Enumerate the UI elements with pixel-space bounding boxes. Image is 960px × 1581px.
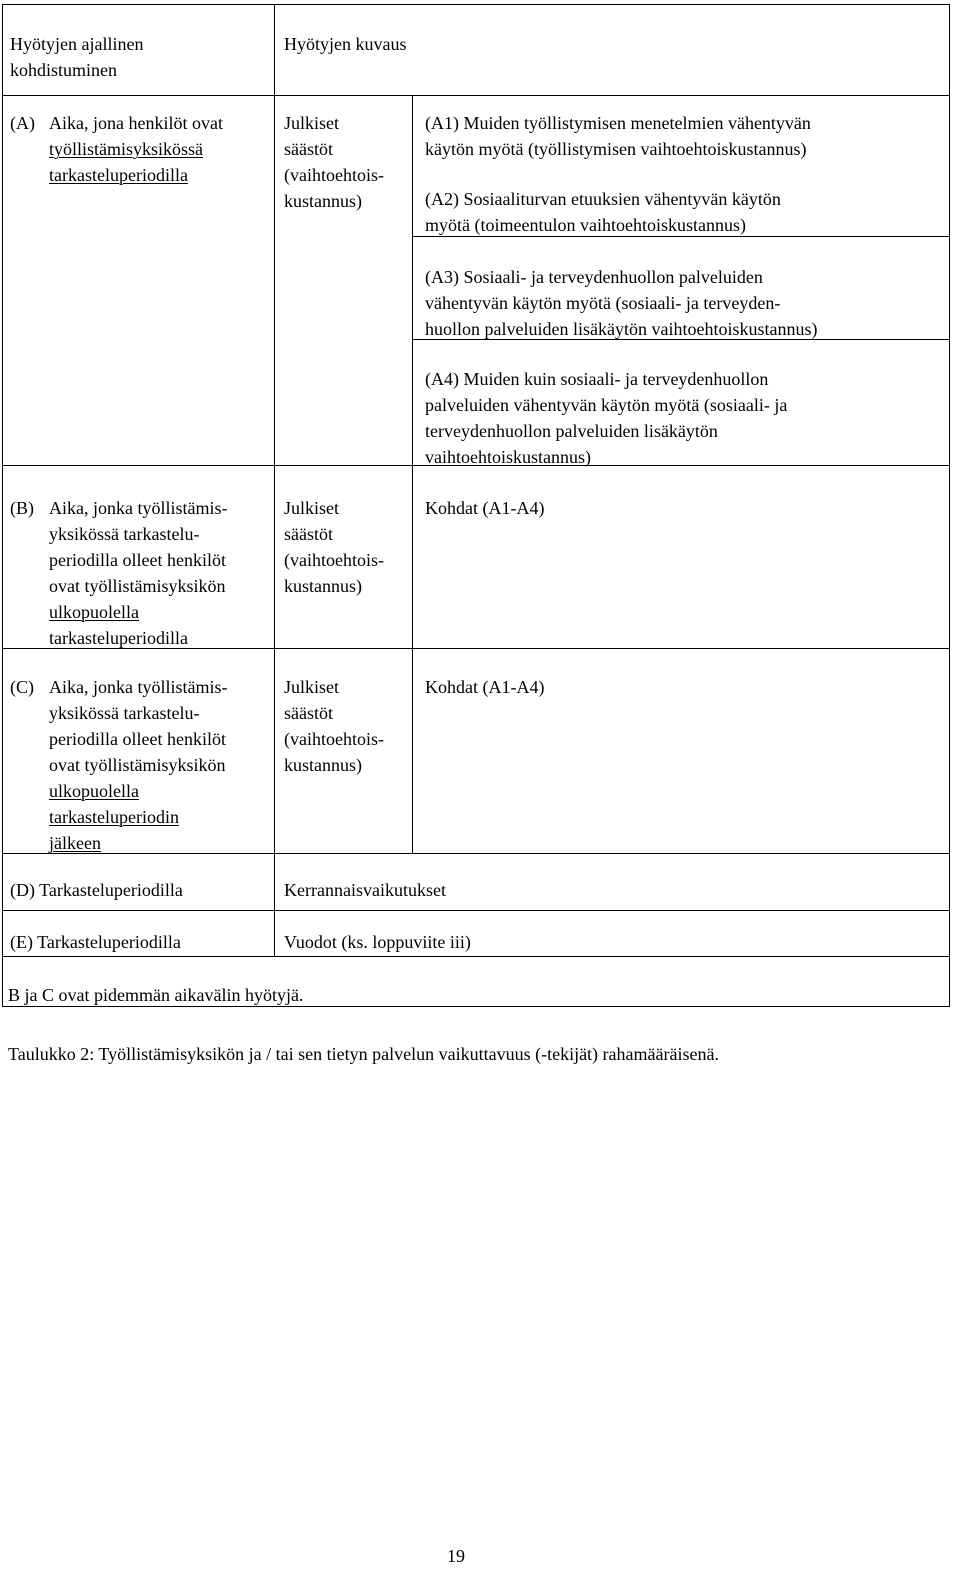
col1-divider <box>274 4 275 956</box>
item-a3-line: (A3) Sosiaali- ja terveydenhuollon palveluiden <box>425 267 763 287</box>
row-a-label <box>49 110 223 188</box>
row-c-label <box>49 674 227 856</box>
row-a-label-line3: tarkasteluperiodilla <box>49 165 188 185</box>
row-a-savings-line: säästöt <box>284 139 333 159</box>
row-b-description: Kohdat (A1-A4) <box>425 498 545 518</box>
row-b-label-line: tarkasteluperiodilla <box>49 628 188 648</box>
item-a4-line: terveydenhuollon palveluiden lisäkäytön <box>425 421 718 441</box>
table-caption: Taulukko 2: Työllistämisyksikön ja / tai sen tietyn palvelun vaikuttavuus (-tekijät) rahamääräisenä. <box>8 1044 719 1064</box>
row-c-label-line: periodilla olleet henkilöt <box>49 729 226 749</box>
row-b-label-line: periodilla olleet henkilöt <box>49 550 226 570</box>
item-a4-line: palveluiden vähentyvän käytön myötä (sosiaali- ja <box>425 395 788 415</box>
row-c-savings-line: (vaihtoehtois- <box>284 729 384 749</box>
row-d-divider <box>2 910 950 911</box>
header-description: Hyötyjen kuvaus <box>284 34 407 54</box>
header-divider <box>2 95 950 96</box>
row-a-savings-line: Julkiset <box>284 113 340 133</box>
item-a3-line: huollon palveluiden lisäkäytön vaihtoehtoiskustannus) <box>425 319 818 339</box>
row-d-description: Kerrannaisvaikutukset <box>284 880 446 900</box>
row-d-label: (D) Tarkasteluperiodilla <box>10 880 183 900</box>
row-c-prefix: (C) <box>10 677 34 697</box>
row-e-label: (E) Tarkasteluperiodilla <box>10 932 181 952</box>
row-c-savings-line: kustannus) <box>284 755 362 775</box>
row-c-label-line: tarkasteluperiodin <box>49 807 179 827</box>
row-b-savings-line: (vaihtoehtois- <box>284 550 384 570</box>
item-a4 <box>425 366 787 470</box>
item-a3-line: vähentyvän käytön myötä (sosiaali- ja terveyden- <box>425 293 781 313</box>
item-a4-line: vaihtoehtoiskustannus) <box>425 447 591 467</box>
row-c-savings-line: Julkiset <box>284 677 340 697</box>
row-a-label-line2: työllistämisyksikössä <box>49 139 204 159</box>
row-c-label-line: ulkopuolella <box>49 781 139 801</box>
item-a1-line: käytön myötä (työllistymisen vaihtoehtoiskustannus) <box>425 139 807 159</box>
row-c-label-line: yksikössä tarkastelu- <box>49 703 200 723</box>
row-e-divider <box>2 956 950 957</box>
row-b-savings-line: kustannus) <box>284 576 362 596</box>
row-a-savings <box>284 110 384 214</box>
row-b-label-line: ovat työllistämisyksikön <box>49 576 226 596</box>
row-b-savings <box>284 495 384 599</box>
page-number: 19 <box>447 1546 465 1566</box>
row-c-label-line: jälkeen <box>49 833 101 853</box>
item-a2-line: (A2) Sosiaaliturvan etuuksien vähentyvän käytön <box>425 189 781 209</box>
row-e-description: Vuodot (ks. loppuviite iii) <box>284 932 471 952</box>
table-footnote: B ja C ovat pidemmän aikavälin hyötyjä. <box>8 985 304 1005</box>
row-c-savings <box>284 674 384 778</box>
row-b-label <box>49 495 227 651</box>
row-c-label-line: Aika, jonka työllistämis- <box>49 677 228 697</box>
row-b-label-line: ulkopuolella <box>49 602 139 622</box>
item-a1 <box>425 110 811 162</box>
row-b-savings-line: säästöt <box>284 524 333 544</box>
row-c-description: Kohdat (A1-A4) <box>425 677 545 697</box>
row-b-savings-line: Julkiset <box>284 498 340 518</box>
header-timing-line2: kohdistuminen <box>10 60 117 80</box>
item-a2 <box>425 186 781 238</box>
item-a2-line: myötä (toimeentulon vaihtoehtoiskustannus) <box>425 215 746 235</box>
item-a3 <box>425 264 817 342</box>
row-b-prefix: (B) <box>10 498 34 518</box>
row-c-label-line: ovat työllistämisyksikön <box>49 755 226 775</box>
col2-divider <box>412 95 413 853</box>
row-b-label-line: Aika, jonka työllistämis- <box>49 498 228 518</box>
row-b-label-line: yksikössä tarkastelu- <box>49 524 200 544</box>
item-a1-line: (A1) Muiden työllistymisen menetelmien vähentyvän <box>425 113 811 133</box>
row-a-savings-line: (vaihtoehtois- <box>284 165 384 185</box>
row-c-savings-line: säästöt <box>284 703 333 723</box>
header-timing-line1: Hyötyjen ajallinen <box>10 34 144 54</box>
item-a4-line: (A4) Muiden kuin sosiaali- ja terveydenhuollon <box>425 369 769 389</box>
header-timing <box>10 31 143 83</box>
row-a-label-line1: Aika, jona henkilöt ovat <box>49 113 223 133</box>
row-a-prefix: (A) <box>10 113 35 133</box>
row-a-savings-line: kustannus) <box>284 191 362 211</box>
